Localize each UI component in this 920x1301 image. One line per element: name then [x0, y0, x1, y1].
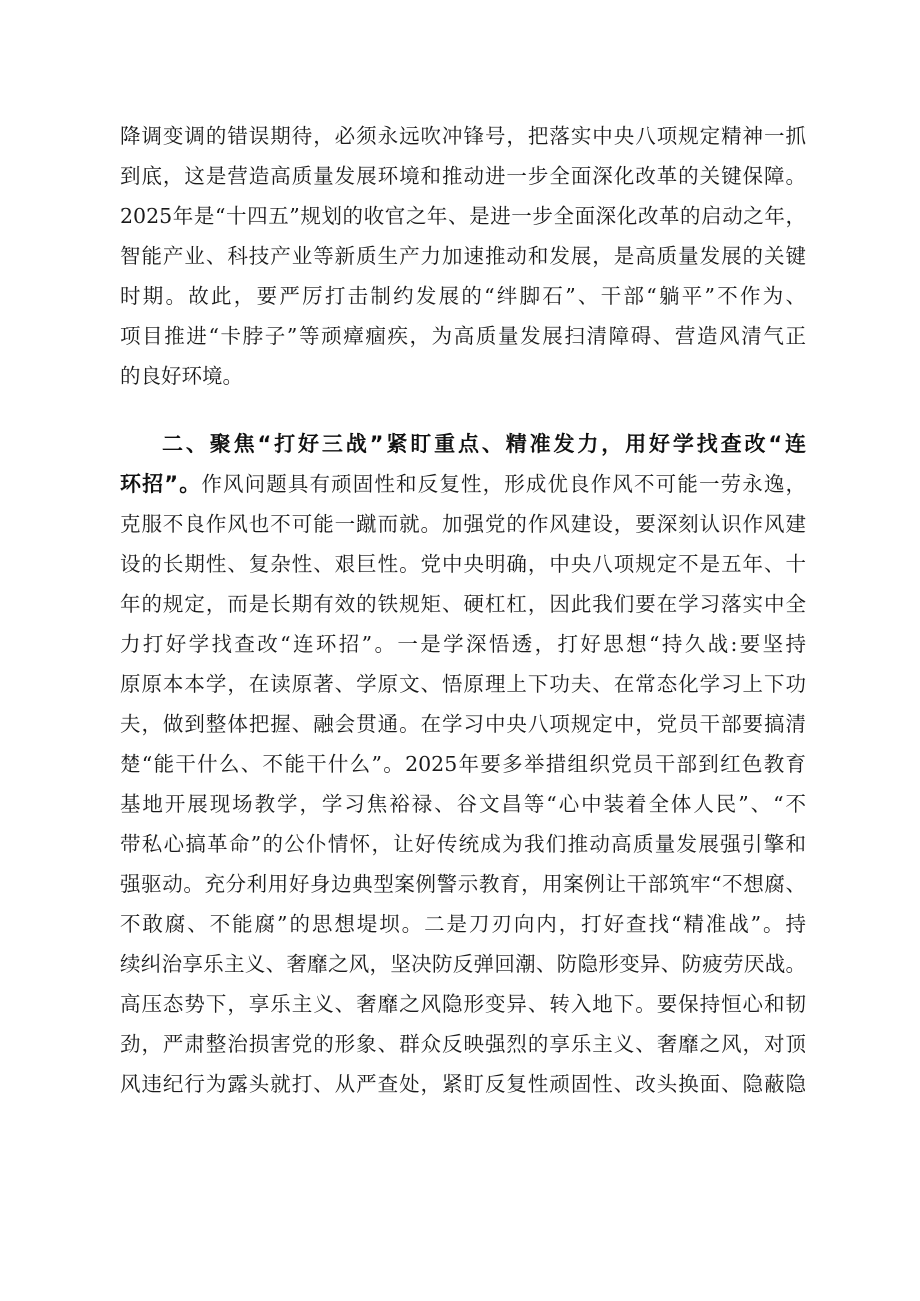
paragraph-line: 高压态势下，享乐主义、奢靡之风隐形变异、转入地下。要保持恒心和韧 [120, 992, 806, 1016]
paragraph-line: 基地开展现场教学，学习焦裕禄、谷文昌等“心中装着全体人民”、“不 [120, 792, 806, 816]
paragraph-line [120, 464, 806, 504]
paragraph-line: 设的长期性、复杂性、艰巨性。党中央明确，中央八项规定不是五年、十 [120, 552, 806, 576]
paragraph-line: 风违纪行为露头就打、从严查处，紧盯反复性顽固性、改头换面、隐蔽隐 [120, 1072, 806, 1096]
paragraph-line: 2025年是“十四五”规划的收官之年、是进一步全面深化改革的启动之年， [120, 204, 806, 228]
section-heading-text: 二、聚焦“打好三战”紧盯重点、精准发力，用好学找查改“连 [162, 432, 806, 456]
paragraph-line: 年的规定，而是长期有效的铁规矩、硬杠杠，因此我们要在学习落实中全 [120, 592, 806, 616]
paragraph-line: 不敢腐、不能腐”的思想堤坝。二是刀刃向内，打好查找“精准战”。持 [120, 912, 806, 936]
paragraph-line: 带私心搞革命”的公仆情怀，让好传统成为我们推动高质量发展强引擎和 [120, 832, 806, 856]
paragraph-line: 克服不良作风也不可能一蹴而就。加强党的作风建设，要深刻认识作风建 [120, 512, 806, 536]
section-heading-text: 环招”。 [120, 472, 202, 496]
paragraph-line: 项目推进“卡脖子”等顽瘴痼疾，为高质量发展扫清障碍、营造风清气正 [120, 324, 806, 348]
paragraph-line: 续纠治享乐主义、奢靡之风，坚决防反弹回潮、防隐形变异、防疲劳厌战。 [120, 952, 806, 976]
paragraph-line: 降调变调的错误期待，必须永远吹冲锋号，把落实中央八项规定精神一抓 [120, 124, 806, 148]
paragraph-line: 力打好学找查改“连环招”。一是学深悟透，打好思想“持久战:要坚持 [120, 632, 806, 656]
paragraph-line: 强驱动。充分利用好身边典型案例警示教育，用案例让干部筑牢“不想腐、 [120, 872, 806, 896]
paragraph-line: 劲，严肃整治损害党的形象、群众反映强烈的享乐主义、奢靡之风，对顶 [120, 1032, 806, 1056]
paragraph-line: 时期。故此，要严厉打击制约发展的“绊脚石”、干部“躺平”不作为、 [120, 284, 806, 308]
paragraph-line: 的良好环境。 [120, 364, 243, 388]
paragraph-line: 原原本本学，在读原著、学原文、悟原理上下功夫、在常态化学习上下功 [120, 672, 806, 696]
paragraph-line: 夫，做到整体把握、融会贯通。在学习中央八项规定中，党员干部要搞清 [120, 712, 806, 736]
section-heading [162, 424, 806, 464]
paragraph-line: 智能产业、科技产业等新质生产力加速推动和发展，是高质量发展的关键 [120, 244, 806, 268]
paragraph-line: 楚“能干什么、不能干什么”。2025年要多举措组织党员干部到红色教育 [120, 752, 806, 776]
paragraph-line: 到底，这是营造高质量发展环境和推动进一步全面深化改革的关键保障。 [120, 164, 806, 188]
paragraph-text: 作风问题具有顽固性和反复性，形成优良作风不可能一劳永逸， [201, 472, 806, 496]
